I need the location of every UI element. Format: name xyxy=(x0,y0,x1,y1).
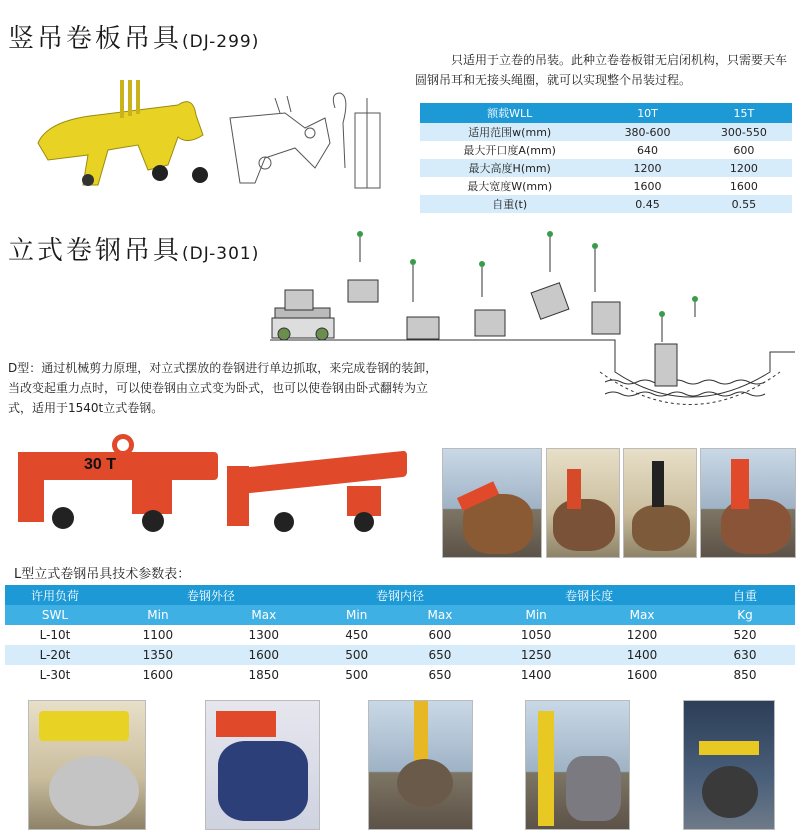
tong xyxy=(731,459,749,509)
dj301-photo-2 xyxy=(546,448,620,558)
dj301-photo-4 xyxy=(700,448,796,558)
red-tong xyxy=(216,711,276,737)
bottom-photo-5 xyxy=(683,700,775,830)
coil xyxy=(218,741,308,821)
spec-table-header: 额载WLL 10T 15T xyxy=(420,103,792,123)
l-table-header-1: 许用负荷 卷钢外径 卷钢内径 卷钢长度 自重 xyxy=(5,585,795,605)
yellow-tong-illustration xyxy=(28,75,218,190)
bottom-photo-1 xyxy=(28,700,146,830)
coil xyxy=(566,756,621,821)
red-tong-left-arm xyxy=(18,452,44,522)
tong xyxy=(567,469,581,509)
dj301-photo-1 xyxy=(442,448,542,558)
red-tong-lug xyxy=(112,434,134,456)
l-type-spec-table xyxy=(5,585,795,685)
spec-table-row: 自重(t) 0.45 0.55 xyxy=(420,195,792,213)
spec-table-row: 最大宽度W(mm) 1600 1600 xyxy=(467,179,758,193)
section3-title: L型立式卷钢吊具技术参数表： xyxy=(14,567,191,582)
table-row: L-30t 1600 1850 500 650 1400 1600 850 xyxy=(39,668,757,682)
red-tong-right-arm xyxy=(227,466,249,526)
crane xyxy=(538,711,554,826)
dj299-spec-table xyxy=(420,103,792,213)
yellow-tong xyxy=(39,711,129,741)
product-capacity-label: 30 T xyxy=(84,456,117,473)
dj299-product-image xyxy=(28,75,218,190)
tong xyxy=(652,461,664,507)
coil xyxy=(702,766,758,818)
section2-description: D型：通过机械剪力原理，对立式摆放的卷钢进行单边抓取，来完成卷钢的装卸，当改变起重力点时，可以使卷钢由立式变为卧式，也可以使卷钢由卧式翻转为立式，适用于1540t立式卷钢。 xyxy=(8,361,438,415)
red-tong-left xyxy=(18,452,218,480)
tong xyxy=(414,701,428,761)
section2-title: 立式卷钢吊具(DJ-301) xyxy=(8,236,260,266)
roller xyxy=(274,512,294,532)
section1-code: (DJ-299) xyxy=(182,32,260,52)
tong xyxy=(699,741,759,755)
l-table-header-2: SWL Min Max Min Max Min Max Kg xyxy=(5,605,795,625)
table-row: L-10t 1100 1300 450 600 1050 1200 520 xyxy=(39,628,757,642)
section2-code: (DJ-301) xyxy=(182,244,260,264)
bottom-photo-4 xyxy=(525,700,630,830)
dj299-technical-drawing xyxy=(225,88,385,193)
coil xyxy=(553,499,615,551)
coil xyxy=(632,505,690,551)
roller xyxy=(52,507,74,529)
roller xyxy=(354,512,374,532)
dj301-photo-3 xyxy=(623,448,697,558)
technical-drawing xyxy=(225,88,385,193)
spec-table-row: 最大开口度A(mm) 640 600 xyxy=(463,143,755,157)
section1-description: 只适用于立卷的吊装。此种立卷卷板钳无启闭机构，只需要天车圆钢吊耳和无接头绳圈，就可以实现整个吊装过程。 xyxy=(415,53,788,87)
spec-table-row: 适用范围w(mm) 380-600 300-550 xyxy=(420,123,792,141)
roller xyxy=(142,510,164,532)
table-row: L-20t 1350 1600 500 650 1250 1400 630 xyxy=(5,645,795,665)
coil xyxy=(397,759,453,807)
bottom-photo-2 xyxy=(205,700,320,830)
red-tong-left-jaw xyxy=(132,480,172,514)
coil xyxy=(49,756,139,826)
bottom-photo-3 xyxy=(368,700,473,830)
dj301-product-image xyxy=(12,432,414,542)
section1-title: 竖吊卷板吊具(DJ-299) xyxy=(8,24,260,54)
spec-table-row: 最大高度H(mm) 1200 1200 xyxy=(420,159,792,177)
